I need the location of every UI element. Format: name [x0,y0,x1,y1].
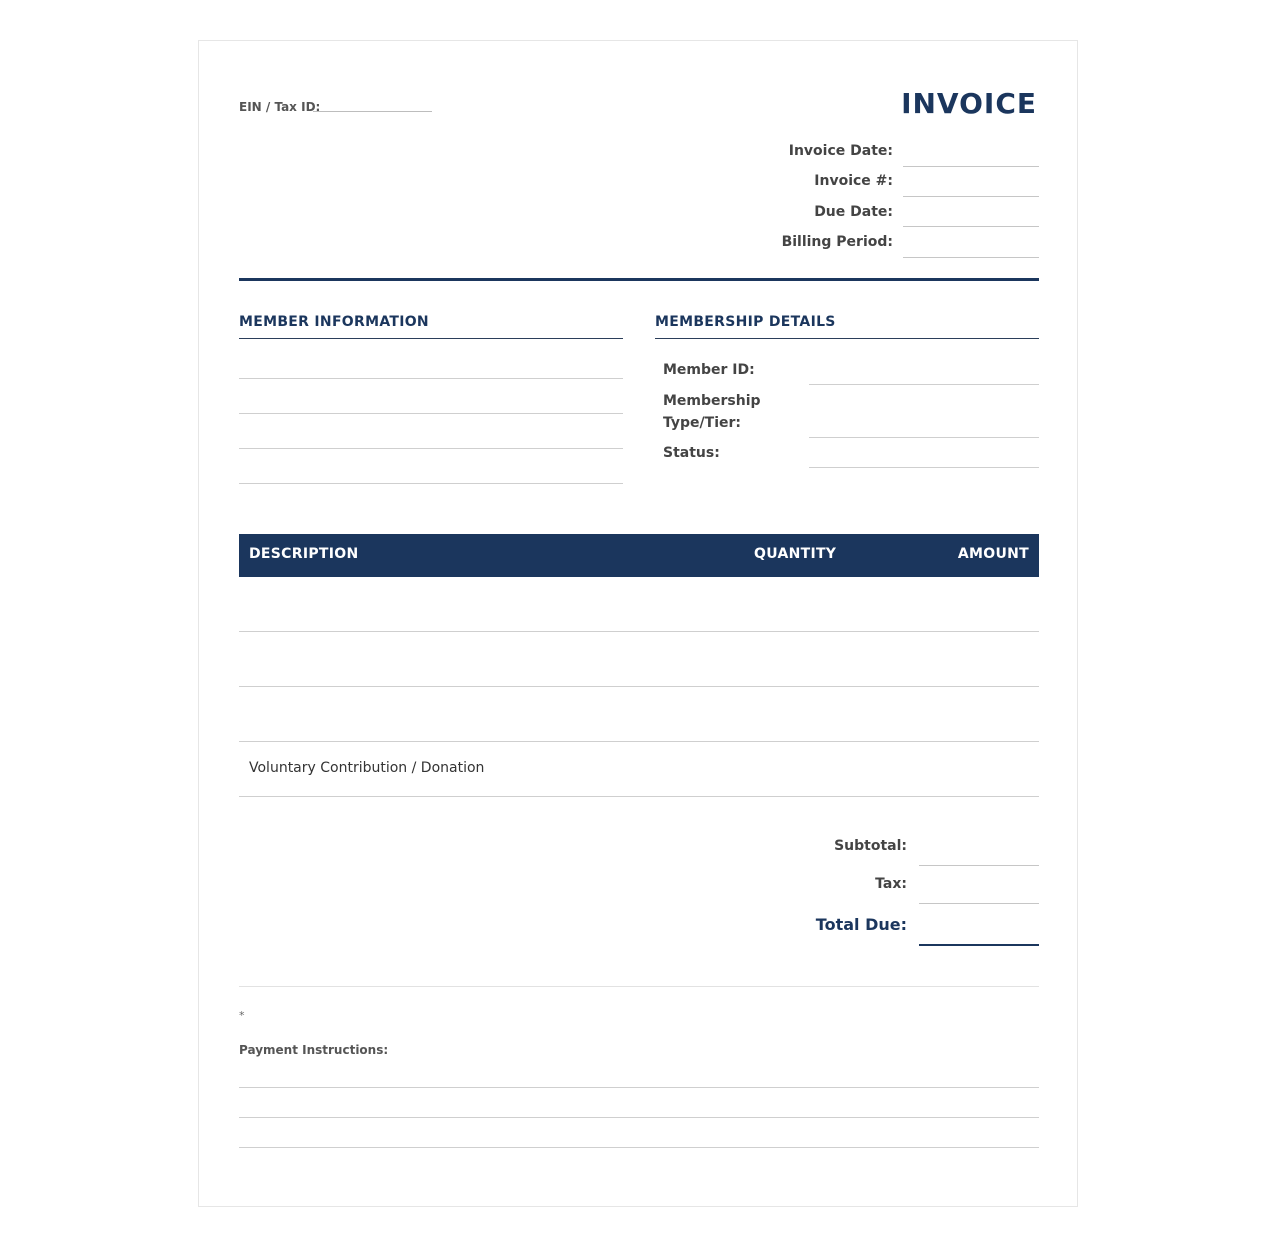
total-due-label: Total Due: [815,915,907,934]
amount-column-header: AMOUNT [957,546,1029,562]
header-divider [239,278,1039,281]
table-row[interactable] [239,686,1039,687]
line-items-header [239,534,1039,577]
table-row[interactable] [239,796,1039,797]
member-info-line-4[interactable] [239,483,623,484]
table-row[interactable] [239,631,1039,632]
description-column-header: DESCRIPTION [249,546,359,562]
member-info-line-3[interactable] [239,448,623,449]
payment-instructions-label: Payment Instructions: [239,1043,389,1057]
table-row[interactable] [239,741,1039,742]
member-id-label: Member ID: [663,362,755,378]
invoice-number-label: Invoice #: [814,173,893,189]
total-due-field[interactable] [919,944,1039,946]
subtotal-field[interactable] [919,865,1039,866]
footnote-asterisk: * [239,1009,245,1022]
due-date-label: Due Date: [814,204,893,220]
status-field[interactable] [809,467,1039,468]
membership-details-rule [655,338,1039,339]
billing-period-label: Billing Period: [781,234,893,250]
footer-divider [239,986,1039,987]
payment-instructions-line-3[interactable] [239,1147,1039,1148]
donation-row-description: Voluntary Contribution / Donation [249,760,485,776]
member-id-field[interactable] [809,384,1039,385]
payment-instructions-line-1[interactable] [239,1087,1039,1088]
membership-type-field[interactable] [809,437,1039,438]
ein-label: EIN / Tax ID: [239,100,321,114]
due-date-field[interactable] [903,226,1039,227]
membership-details-title: MEMBERSHIP DETAILS [655,314,836,330]
payment-instructions-line-2[interactable] [239,1117,1039,1118]
invoice-page [198,40,1078,1207]
member-information-rule [239,338,623,339]
member-information-title: MEMBER INFORMATION [239,314,429,330]
tax-field[interactable] [919,903,1039,904]
billing-period-field[interactable] [903,257,1039,258]
subtotal-label: Subtotal: [834,838,907,854]
ein-field[interactable] [313,111,432,112]
status-label: Status: [663,445,720,461]
invoice-date-field[interactable] [903,166,1039,167]
invoice-date-label: Invoice Date: [788,143,893,159]
tax-label: Tax: [875,876,907,892]
member-info-line-2[interactable] [239,413,623,414]
invoice-title: INVOICE [901,87,1037,120]
invoice-number-field[interactable] [903,196,1039,197]
quantity-column-header: QUANTITY [754,546,837,562]
member-info-line-1[interactable] [239,378,623,379]
membership-type-label: Membership Type/Tier: [663,393,761,431]
